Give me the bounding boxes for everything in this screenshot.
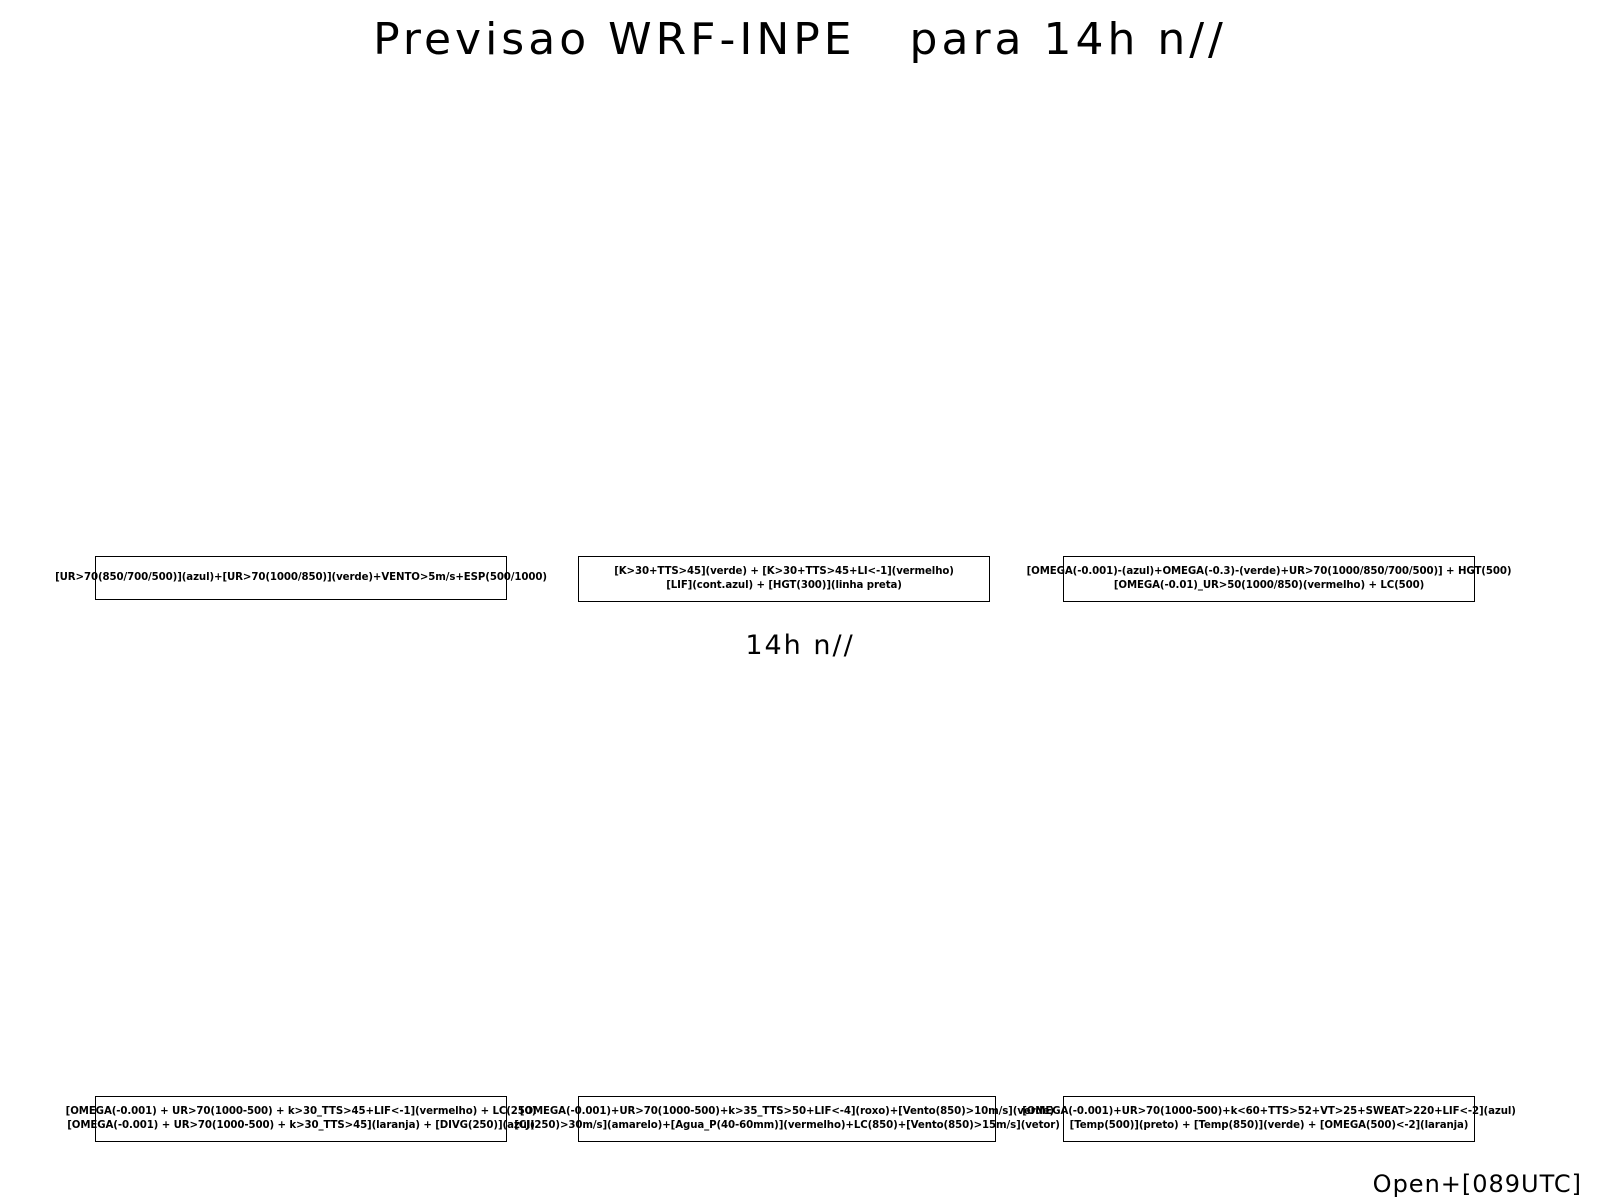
corner-stamp: Open+[089UTC] — [1372, 1170, 1582, 1198]
legend-omega-precip — [514, 1096, 1060, 1142]
middle-caption: 14h n// — [745, 630, 855, 661]
legend-line: [OMEGA(-0.001) + UR>70(1000-500) + k>30_TTS>45](laranja) + [DIVG(250)](azul) — [67, 1120, 535, 1131]
legend-line: [OMEGA(-0.001) + UR>70(1000-500) + k>30_TTS>45+LIF<-1](vermelho) + LC(250) — [65, 1106, 537, 1118]
legend-line: [OMEGA(-0.001)-(azul)+OMEGA(-0.3)-(verde)+UR>70(1000/850/700/500)] + HGT(500) — [1026, 566, 1512, 578]
legend-line: [OMEGA(-0.001)+UR>70(1000-500)+k>35_TTS>50+LIF<-4](roxo)+[Vento(850)>10m/s](verde) — [519, 1106, 1055, 1118]
legend-omega-hgt — [1026, 556, 1512, 602]
legend-omega-lc — [65, 1096, 537, 1142]
legend-line: [LIF](cont.azul) + [HGT(300)](linha preta) — [666, 580, 902, 591]
legend-omega-sweat — [1022, 1096, 1516, 1142]
legend-humidity-wind — [55, 556, 547, 600]
legend-k-index — [578, 556, 990, 602]
legend-line: [K>30+TTS>45](verde) + [K>30+TTS>45+LI<-1](vermelho) — [614, 566, 954, 578]
legend-line: [OMEGA(-0.01)_UR>50(1000/850)(vermelho) + LC(500) — [1113, 580, 1425, 591]
page-title: Previsao WRF-INPE para 14h n// — [373, 14, 1227, 65]
legend-line: [OMEGA(-0.001)+UR>70(1000-500)+k<60+TTS>52+VT>25+SWEAT>220+LIF<-2](azul) — [1022, 1106, 1516, 1118]
legend-line: [Temp(500)](preto) + [Temp(850)](verde) + [OMEGA(500)<-2](laranja) — [1069, 1120, 1469, 1131]
legend-line: [CJ(250)>30m/s](amarelo)+[Agua_P(40-60mm)](vermelho)+LC(850)+[Vento(850)>15m/s](vetor) — [514, 1120, 1060, 1131]
legend-line: [UR>70(850/700/500)](azul)+[UR>70(1000/850)](verde)+VENTO>5m/s+ESP(500/1000) — [55, 572, 547, 584]
